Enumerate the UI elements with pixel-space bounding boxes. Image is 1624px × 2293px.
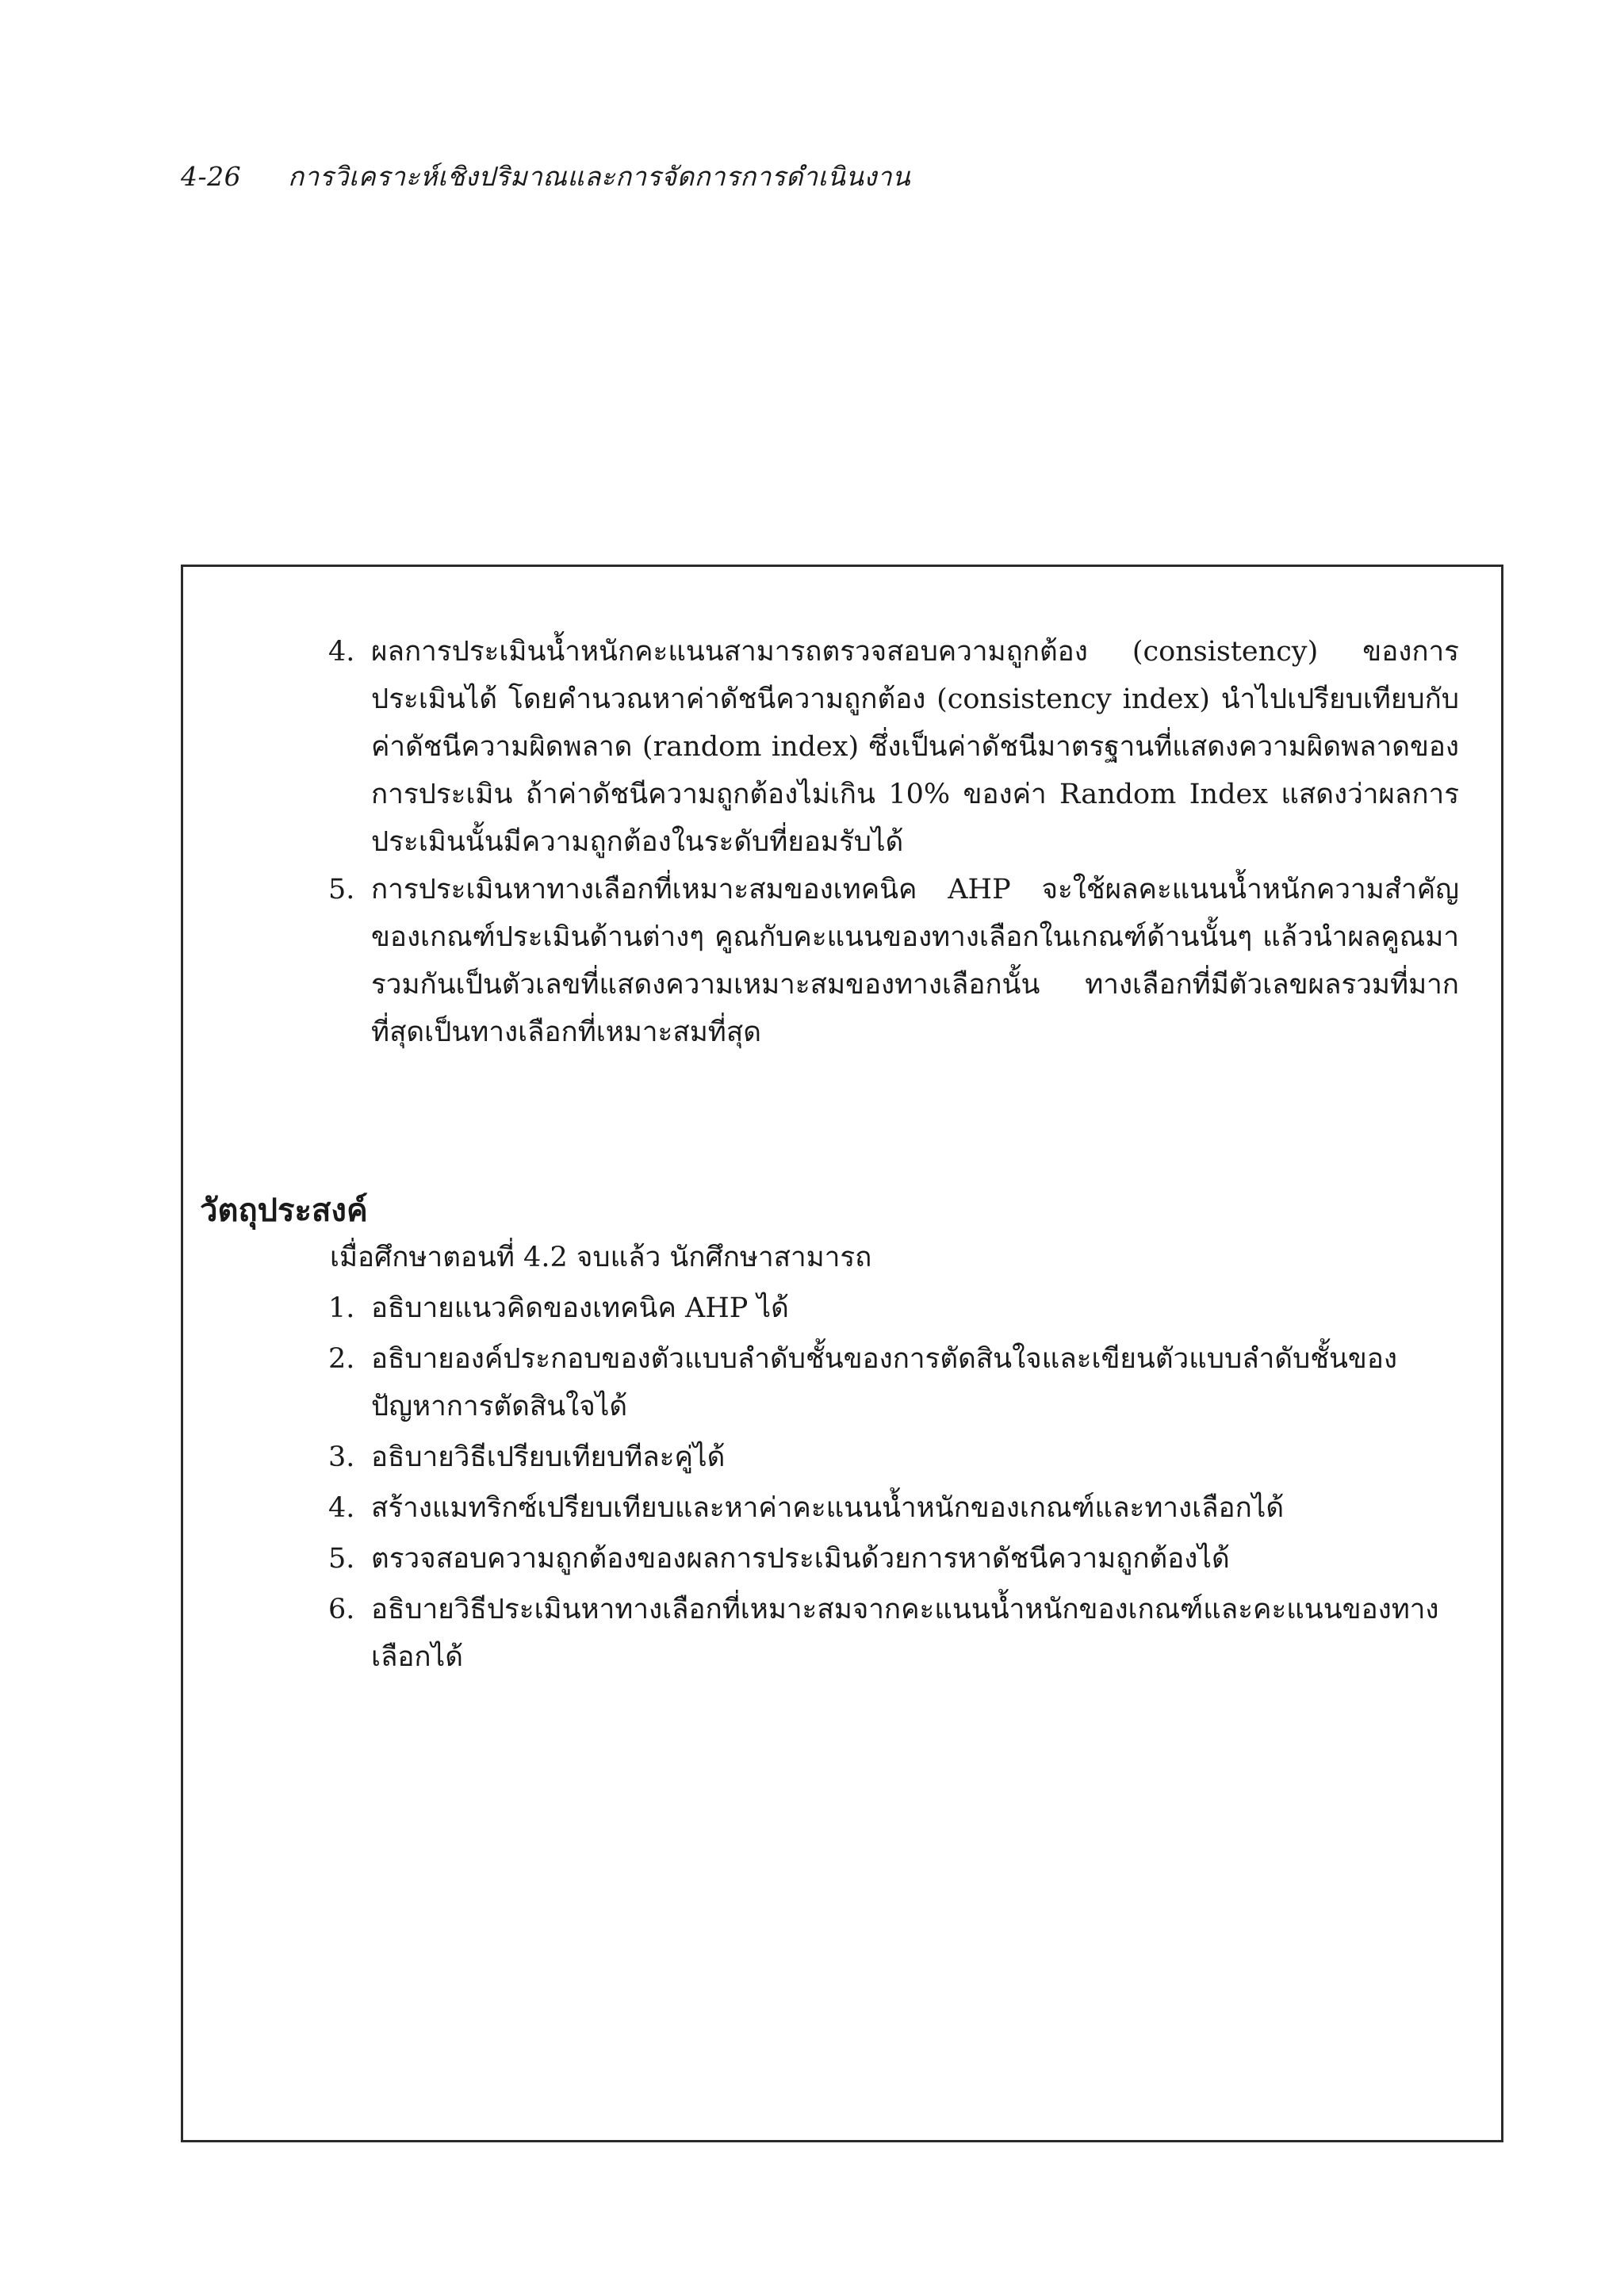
running-header (181, 155, 910, 197)
item-text: ตรวจสอบความถูกต้องของผลการประเมินด้วยการหาดัชนีความถูกต้องได้ (371, 1543, 1230, 1575)
item-text: อธิบายวิธีเปรียบเทียบทีละคู่ได้ (371, 1441, 726, 1473)
objectives-list (328, 1284, 1459, 1684)
item-text: อธิบายวิธีประเมินหาทางเลือกที่เหมาะสมจากคะแนนน้ำหนักของเกณฑ์และคะแนนของทางเลือกได้ (371, 1594, 1439, 1673)
list-item (328, 866, 1459, 1056)
item-text: อธิบายแนวคิดของเทคนิค AHP ได้ (371, 1292, 789, 1324)
item-number: 5. (328, 1543, 355, 1575)
page-number: 4-26 (181, 161, 242, 192)
item-number: 5. (328, 874, 355, 905)
continued-list (328, 628, 1459, 1056)
list-item (328, 1284, 1459, 1332)
item-text: ผลการประเมินน้ำหนักคะแนนสามารถตรวจสอบความถูกต้อง (consistency) ของการประเมินได้ โดยคำนวณหาค่าดัชนีความถูกต้อง (consistency index) นำไปเปรียบเทียบกับค่าดัชนีความผิดพลาด (random index) ซึ่งเป็นค่าดัชนีมาตรฐานที่แสดงความผิดพลาดของการประเมิน ถ้าค่าดัชนีความถูกต้องไม่เกิน 10% ของค่า Random Index แสดงว่าผลการประเมินนั้นมีความถูกต้องในระดับที่ยอมรับได้ (371, 636, 1459, 858)
item-text: สร้างแมทริกซ์เปรียบเทียบและหาค่าคะแนนน้ำหนักของเกณฑ์และทางเลือกได้ (371, 1492, 1285, 1524)
book-title: การวิเคราะห์เชิงปริมาณและการจัดการการดำเนินงาน (288, 161, 911, 192)
list-item (328, 1484, 1459, 1532)
item-text: อธิบายองค์ประกอบของตัวแบบลำดับชั้นของการตัดสินใจและเขียนตัวแบบลำดับชั้นของปัญหาการตัดสินใจได้ (371, 1343, 1397, 1422)
list-item (328, 628, 1459, 866)
item-number: 3. (328, 1441, 355, 1473)
item-number: 4. (328, 636, 355, 668)
list-item (328, 1434, 1459, 1481)
item-number: 6. (328, 1594, 355, 1625)
list-item (328, 1535, 1459, 1583)
section-heading: วัตถุประสงค์ (200, 1192, 368, 1229)
objectives-intro: เมื่อศึกษาตอนที่ 4.2 จบแล้ว นักศึกษาสามารถ (330, 1242, 872, 1273)
item-number: 2. (328, 1343, 355, 1375)
item-text: การประเมินหาทางเลือกที่เหมาะสมของเทคนิค AHP จะใช้ผลคะแนนน้ำหนักความสำคัญของเกณฑ์ประเมินด้านต่างๆ คูณกับคะแนนของทางเลือกในเกณฑ์ด้านนั้นๆ แล้วนำผลคูณมารวมกันเป็นตัวเลขที่แสดงความเหมาะสมของทางเลือกนั้น ทางเลือกที่มีตัวเลขผลรวมที่มากที่สุดเป็นทางเลือกที่เหมาะสมที่สุด (371, 874, 1459, 1048)
item-number: 4. (328, 1492, 355, 1524)
list-item (328, 1586, 1459, 1681)
item-number: 1. (328, 1292, 355, 1324)
list-item (328, 1335, 1459, 1430)
